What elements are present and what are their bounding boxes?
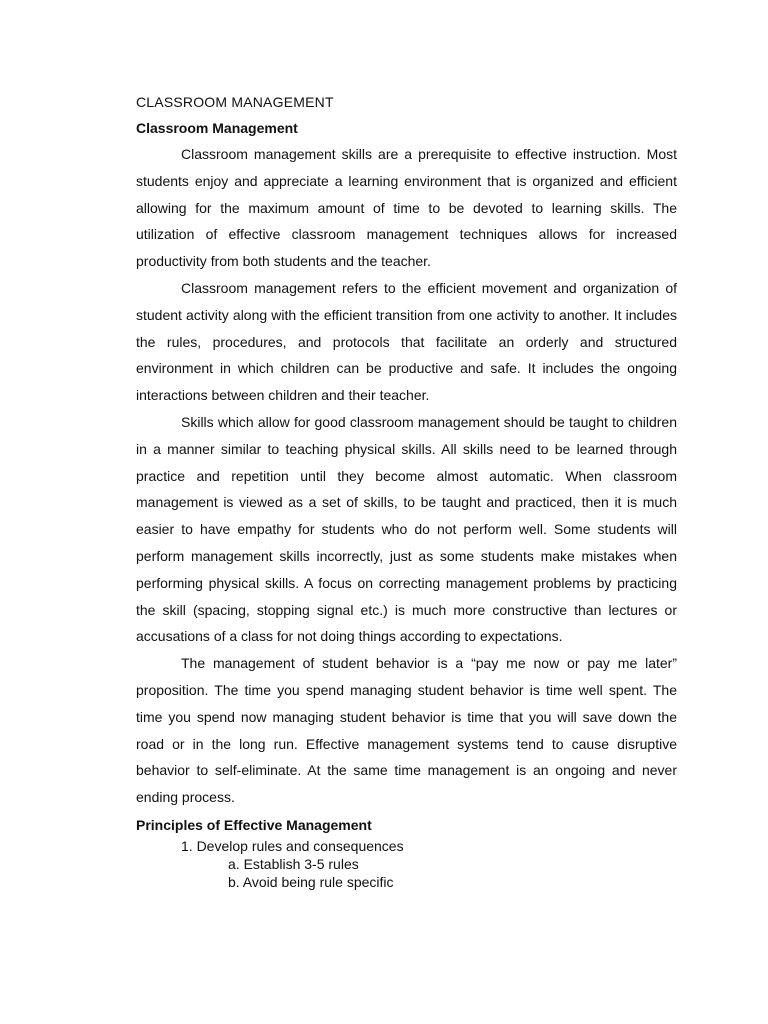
paragraph-2: Classroom management refers to the efficient movement and organization of student activity along with the efficient transition from one activity to another. It includes the rules, procedures, and protocols that facilitate an orderly and structured environment in which children can be productive and safe. It includes the ongoing interactions between children and their teacher. bbox=[136, 279, 677, 404]
sub-list-item: b. Avoid being rule specific bbox=[228, 873, 394, 890]
document-title: CLASSROOM MANAGEMENT bbox=[136, 94, 334, 110]
sub-list-item: a. Establish 3-5 rules bbox=[228, 855, 359, 872]
principles-heading: Principles of Effective Management bbox=[136, 816, 372, 833]
paragraph-3: Skills which allow for good classroom management should be taught to children in a manner similar to teaching physical skills. All skills need to be learned through practice and repetition until they become almost automatic. When classroom management is viewed as a set of skills, to be taught and practiced, then it is much easier to have empathy for students who do not perform well. Some students will perform management skills incorrectly, just as some students make mistakes when performing physical skills. A focus on correcting management problems by practicing the skill (spacing, stopping signal etc.) is much more constructive than lectures or accusations of a class for not doing things according to expectations. bbox=[136, 413, 677, 645]
document-page bbox=[136, 92, 677, 891]
principles-list bbox=[136, 837, 677, 891]
paragraph-1: Classroom management skills are a prerequisite to effective instruction. Most students enjoy and appreciate a learning environment that is organized and efficient allowing for the maximum amount of time to be devoted to learning skills. The utilization of effective classroom management techniques allows for increased productivity from both students and the teacher. bbox=[136, 146, 677, 270]
paragraph-4: The management of student behavior is a “pay me now or pay me later” proposition. The time you spend managing student behavior is time well spent. The time you spend now managing student behavior is time that you will save down the road or in the long run. Effective management systems tend to cause disruptive behavior to self-eliminate. At the same time management is an ongoing and never ending process. bbox=[136, 655, 677, 806]
list-item: 1. Develop rules and consequences bbox=[181, 837, 404, 854]
section-heading: Classroom Management bbox=[136, 120, 298, 136]
